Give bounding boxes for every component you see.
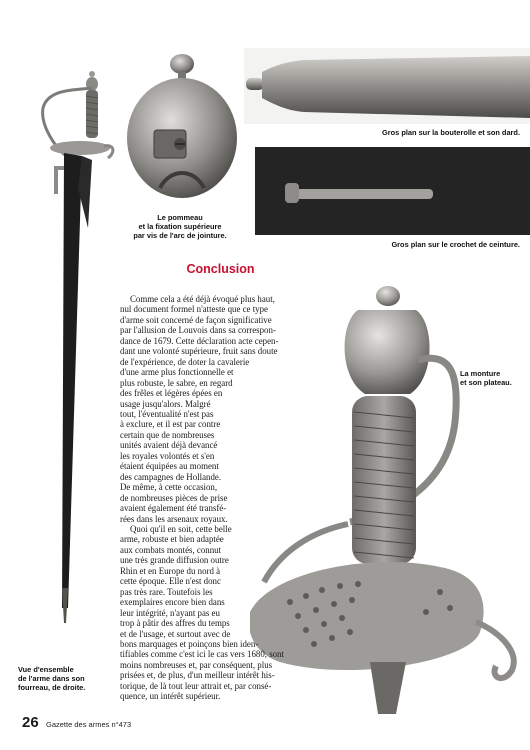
bouterolle-photo <box>244 48 530 124</box>
text-line: aux combats montés, connut <box>120 544 222 555</box>
caption-hilt-line-1: La monture <box>460 369 501 378</box>
text-line: usage jusqu'alors. Malgré <box>120 398 211 409</box>
caption-pommel <box>120 213 240 240</box>
bouterolle-illustration <box>244 48 530 124</box>
conclusion-text <box>120 294 284 702</box>
magazine-name: Gazette des armes n°473 <box>46 720 132 729</box>
text-line: des campagnes de Hollande. <box>120 471 222 482</box>
text-line: d'une arme plus fonctionnelle et <box>120 367 234 378</box>
text-line: Quoi qu'il en soit, cette belle <box>130 523 232 534</box>
belt-hook-illustration <box>255 147 530 235</box>
text-line: et de l'usage, et surtout avec de <box>120 628 231 639</box>
text-line: torique, de là tout leur attrait et, par consé- <box>120 680 272 691</box>
text-line: unités avaient déjà devancé <box>120 440 218 451</box>
text-line: exemplaires encore bien dans <box>120 597 225 608</box>
page-number: 26 <box>22 714 39 731</box>
text-line: De même, à cette occasion, <box>120 482 218 493</box>
text-line: à exclure, et il est par contre <box>120 419 221 430</box>
text-line: trop à pâtir des affres du temps <box>120 618 230 629</box>
caption-ensemble <box>18 665 118 692</box>
text-line: une très grande diffusion outre <box>120 555 229 566</box>
text-line: nul document formel n'atteste que ce type <box>120 304 268 315</box>
caption-pommel-line-3: par vis de l'arc de jointure. <box>133 231 227 240</box>
text-line: prisées et, de plus, d'un meilleur intérêt his- <box>120 670 275 681</box>
caption-ensemble-line-2: de l'arme dans son <box>18 674 85 683</box>
text-line: d'arme soit concerné de façon significative <box>120 314 272 325</box>
text-line: moins nombreuses et, par conséquent, plus <box>120 659 273 670</box>
hilt-photo <box>250 282 530 714</box>
text-line: leur intégrité, n'ayant pas eu <box>120 607 220 618</box>
caption-ensemble-line-1: Vue d'ensemble <box>18 665 74 674</box>
text-line: avaient également été transfé- <box>120 503 227 514</box>
caption-hilt-line-2: et son plateau. <box>460 378 512 387</box>
text-line: les royales volontés et s'en <box>120 450 215 461</box>
caption-pommel-line-2: et la fixation supérieure <box>138 222 222 231</box>
text-line: pas très rare. Toutefois les <box>120 586 213 597</box>
text-line: de nombreuses pièces de prise <box>120 492 228 503</box>
sword-full-photo <box>18 48 133 628</box>
text-line: dance de 1679. Cette déclaration acte cepen- <box>120 335 279 346</box>
hilt-illustration <box>250 282 530 714</box>
text-line: Comme cela a été déjà évoqué plus haut, <box>130 294 275 304</box>
text-line: dant une volonté supérieure, fruit sans doute <box>120 346 278 357</box>
text-line: de l'expérience, de doter la cavalerie <box>120 356 250 367</box>
text-line: Rhin et en Europe du nord à <box>120 565 221 576</box>
text-line: étaient équipées au moment <box>120 461 219 472</box>
belt-hook-photo <box>255 147 530 235</box>
section-title: Conclusion <box>186 262 255 276</box>
caption-bouterolle: Gros plan sur la bouterolle et son dard. <box>382 128 520 137</box>
caption-belt-hook: Gros plan sur le crochet de ceinture. <box>391 240 520 249</box>
text-line: rées dans les arsenaux royaux. <box>120 513 228 524</box>
caption-hilt <box>460 369 530 387</box>
text-line: arme, robuste et bien adaptée <box>120 534 224 545</box>
text-line: plus robuste, le sabre, en regard <box>120 377 233 388</box>
text-line: certain que de nombreuses <box>120 429 215 440</box>
caption-ensemble-line-3: fourreau, de droite. <box>18 683 86 692</box>
text-line: tout, l'éventualité n'est pas <box>120 408 214 419</box>
text-line: quence, un intérêt supérieur. <box>120 691 221 702</box>
pommel-photo <box>120 48 240 203</box>
text-line: bons marquages et poinçons bien iden- <box>120 638 259 649</box>
text-line: des frêles et légères épées en <box>120 388 223 399</box>
caption-pommel-line-1: Le pommeau <box>157 213 203 222</box>
text-line: cette époque. Elle n'est donc <box>120 576 221 587</box>
pommel-illustration <box>120 48 240 203</box>
sword-full-illustration <box>18 48 133 628</box>
text-line: par l'allusion de Louvois dans sa correspon- <box>120 325 276 336</box>
text-line: tifiables comme c'est ici le cas vers 1680, sont <box>120 649 285 660</box>
